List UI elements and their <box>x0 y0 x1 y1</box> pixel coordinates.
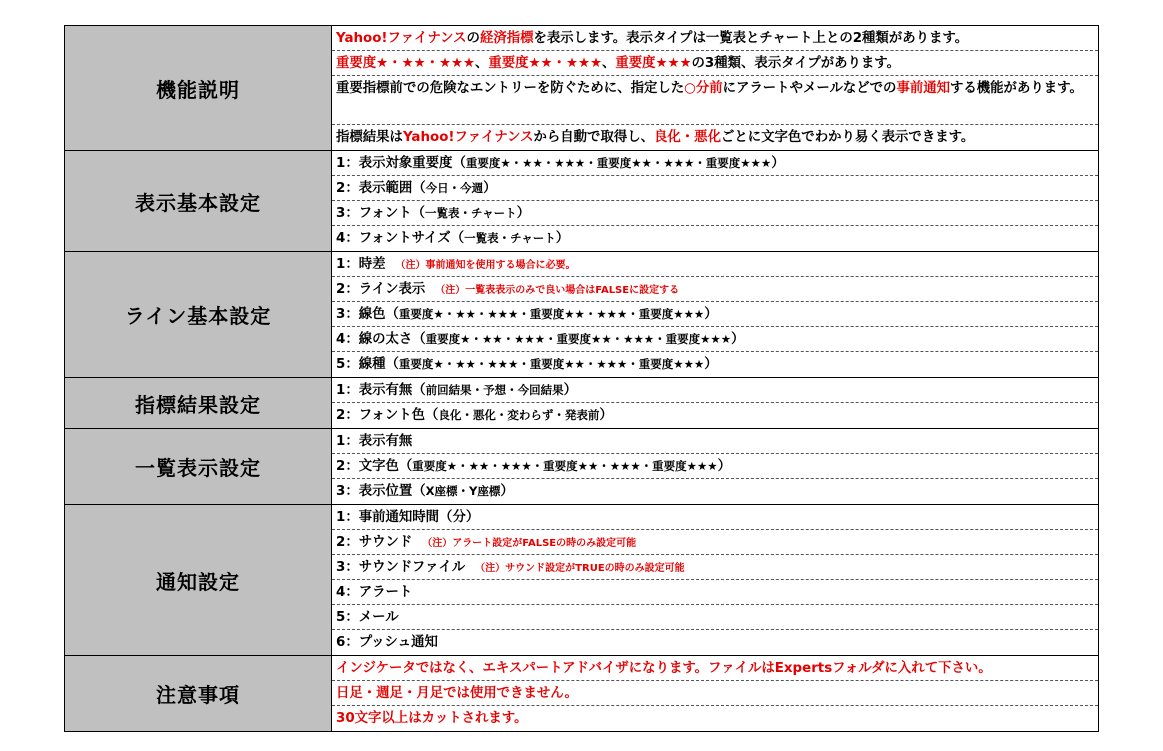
row <box>332 706 1098 731</box>
highlight-text: 重要度★・★★・★★★ <box>336 56 475 71</box>
row <box>332 201 1098 226</box>
section-body <box>332 505 1099 656</box>
small-text: 重要度★・★★・★★★・重要度★★・★★★・重要度★★★ <box>425 332 732 346</box>
text: 2：サウンド <box>336 535 413 550</box>
section-header: 注意事項 <box>65 656 332 732</box>
text: ） <box>704 307 718 322</box>
small-text: 良化・悪化・変わらず・発表前 <box>438 408 600 422</box>
row <box>332 26 1098 51</box>
row <box>332 51 1098 76</box>
text: の3種類、表示タイプがあります。 <box>691 56 900 71</box>
row <box>332 630 1098 655</box>
text: 2：ライン表示 <box>336 282 426 297</box>
small-text: 重要度★・★★・★★★・重要度★★・★★★・重要度★★★ <box>398 307 705 321</box>
row <box>332 429 1098 454</box>
row <box>332 125 1098 150</box>
row <box>332 378 1098 403</box>
small-text: 前回結果・予想・今回結果 <box>425 383 564 397</box>
highlight-text: 重要度★★★ <box>615 56 692 71</box>
row <box>332 76 1098 125</box>
highlight-text: 重要度★★・★★★ <box>488 56 602 71</box>
section-function <box>65 26 1099 151</box>
text: 、 <box>601 56 616 71</box>
section-header: 一覧表示設定 <box>65 429 332 505</box>
text: 5：線種（ <box>336 357 399 372</box>
text: ） <box>516 206 531 221</box>
note-text: （注）一覧表表示のみで良い場合はFALSEに設定する <box>435 285 680 296</box>
text: 3：線色（ <box>336 307 399 322</box>
text: にアラートやメールなどでの <box>722 81 897 96</box>
text: 2：フォント色（ <box>336 408 439 423</box>
text: ） <box>555 231 570 246</box>
row <box>332 252 1098 277</box>
text: 、 <box>474 56 489 71</box>
section-body <box>332 26 1099 151</box>
text: 指標結果は <box>336 130 403 145</box>
text: の <box>466 31 480 46</box>
text: 6：プッシュ通知 <box>336 635 438 650</box>
section-result <box>65 378 1099 429</box>
text: する機能があります。 <box>950 81 1083 96</box>
text: ） <box>483 181 497 196</box>
section-body <box>332 378 1099 429</box>
text: 3：フォント（ <box>336 206 425 221</box>
note-text: （注）サウンド設定がTRUEの時のみ設定可能 <box>475 563 685 574</box>
text: ） <box>731 332 745 347</box>
row <box>332 327 1098 352</box>
row <box>332 479 1098 504</box>
small-text: X座標・Y座標 <box>425 484 501 498</box>
text: ） <box>771 156 785 171</box>
section-header: 指標結果設定 <box>65 378 332 429</box>
section-body <box>332 656 1099 732</box>
spec-table <box>64 25 1099 732</box>
text: 1：事前通知時間（分） <box>336 510 480 525</box>
highlight-text: 事前通知 <box>896 81 950 96</box>
section-body <box>332 429 1099 505</box>
text: 1：表示有無 <box>336 434 413 449</box>
small-text: 一覧表・チャート <box>425 206 517 220</box>
section-caution <box>65 656 1099 732</box>
caution-text: インジケータではなく、エキスパートアドバイザになります。ファイルはExpertsフォルダに入れて下さい。 <box>336 661 992 676</box>
highlight-text: 経済指標 <box>479 31 534 46</box>
section-body <box>332 151 1099 252</box>
section-header: 表示基本設定 <box>65 151 332 252</box>
row <box>332 151 1098 176</box>
row <box>332 454 1098 479</box>
section-list <box>65 429 1099 505</box>
row <box>332 505 1098 530</box>
caution-text: 30文字以上はカットされます。 <box>336 711 528 726</box>
row <box>332 302 1098 327</box>
text: 5：メール <box>336 610 399 625</box>
section-display <box>65 151 1099 252</box>
section-header: ライン基本設定 <box>65 252 332 378</box>
small-text: 重要度★・★★・★★★・重要度★★・★★★・重要度★★★ <box>412 459 718 473</box>
section-header: 通知設定 <box>65 505 332 656</box>
row <box>332 277 1098 302</box>
small-text: 重要度★・★★・★★★・重要度★★・★★★・重要度★★★ <box>398 357 705 371</box>
small-text: 一覧表・チャート <box>464 231 556 245</box>
text: 1：表示対象重要度（ <box>336 156 466 171</box>
row <box>332 176 1098 201</box>
row <box>332 656 1098 681</box>
row <box>332 403 1098 428</box>
note-text: （注）アラート設定がFALSEの時のみ設定可能 <box>422 538 637 549</box>
small-text: 今日・今週 <box>425 181 484 195</box>
small-text: 重要度★・★★・★★★・重要度★★・★★★・重要度★★★ <box>465 156 772 170</box>
text: 4：線の太さ（ <box>336 332 426 347</box>
text: ごとに文字色でわかり易く表示できます。 <box>720 130 975 145</box>
note-text: （注）事前通知を使用する場合に必要。 <box>395 260 576 271</box>
text: ） <box>704 357 718 372</box>
text: ） <box>563 383 578 398</box>
text: ） <box>717 459 732 474</box>
text: 1：時差 <box>336 257 386 272</box>
section-body <box>332 252 1099 378</box>
text: を表示します。表示タイプは一覧表とチャート上との2種類があります。 <box>533 31 969 46</box>
row <box>332 352 1098 377</box>
section-notify <box>65 505 1099 656</box>
row <box>332 555 1098 580</box>
text: 3：サウンドファイル <box>336 560 466 575</box>
text: 4：アラート <box>336 585 413 600</box>
text: 2：文字色（ <box>336 459 413 474</box>
row <box>332 681 1098 706</box>
text: 1：表示有無（ <box>336 383 426 398</box>
row <box>332 226 1098 251</box>
highlight-text: 良化・悪化 <box>654 130 721 145</box>
row <box>332 530 1098 555</box>
section-header: 機能説明 <box>65 26 332 151</box>
highlight-text: Yahoo!ファイナンス <box>336 31 467 46</box>
text: 2：表示範囲（ <box>336 181 426 196</box>
row <box>332 580 1098 605</box>
text: 3：表示位置（ <box>336 484 426 499</box>
text: ） <box>500 484 514 499</box>
text: から自動で取得し、 <box>533 130 655 145</box>
row <box>332 605 1098 630</box>
section-line <box>65 252 1099 378</box>
text: 4：フォントサイズ（ <box>336 231 465 246</box>
caution-text: 日足・週足・月足では使用できません。 <box>336 686 578 701</box>
highlight-text: ○分前 <box>684 81 723 96</box>
text: 重要指標前での危険なエントリーを防ぐために、指定した <box>336 81 685 96</box>
highlight-text: Yahoo!ファイナンス <box>402 130 534 145</box>
text: ） <box>599 408 613 423</box>
